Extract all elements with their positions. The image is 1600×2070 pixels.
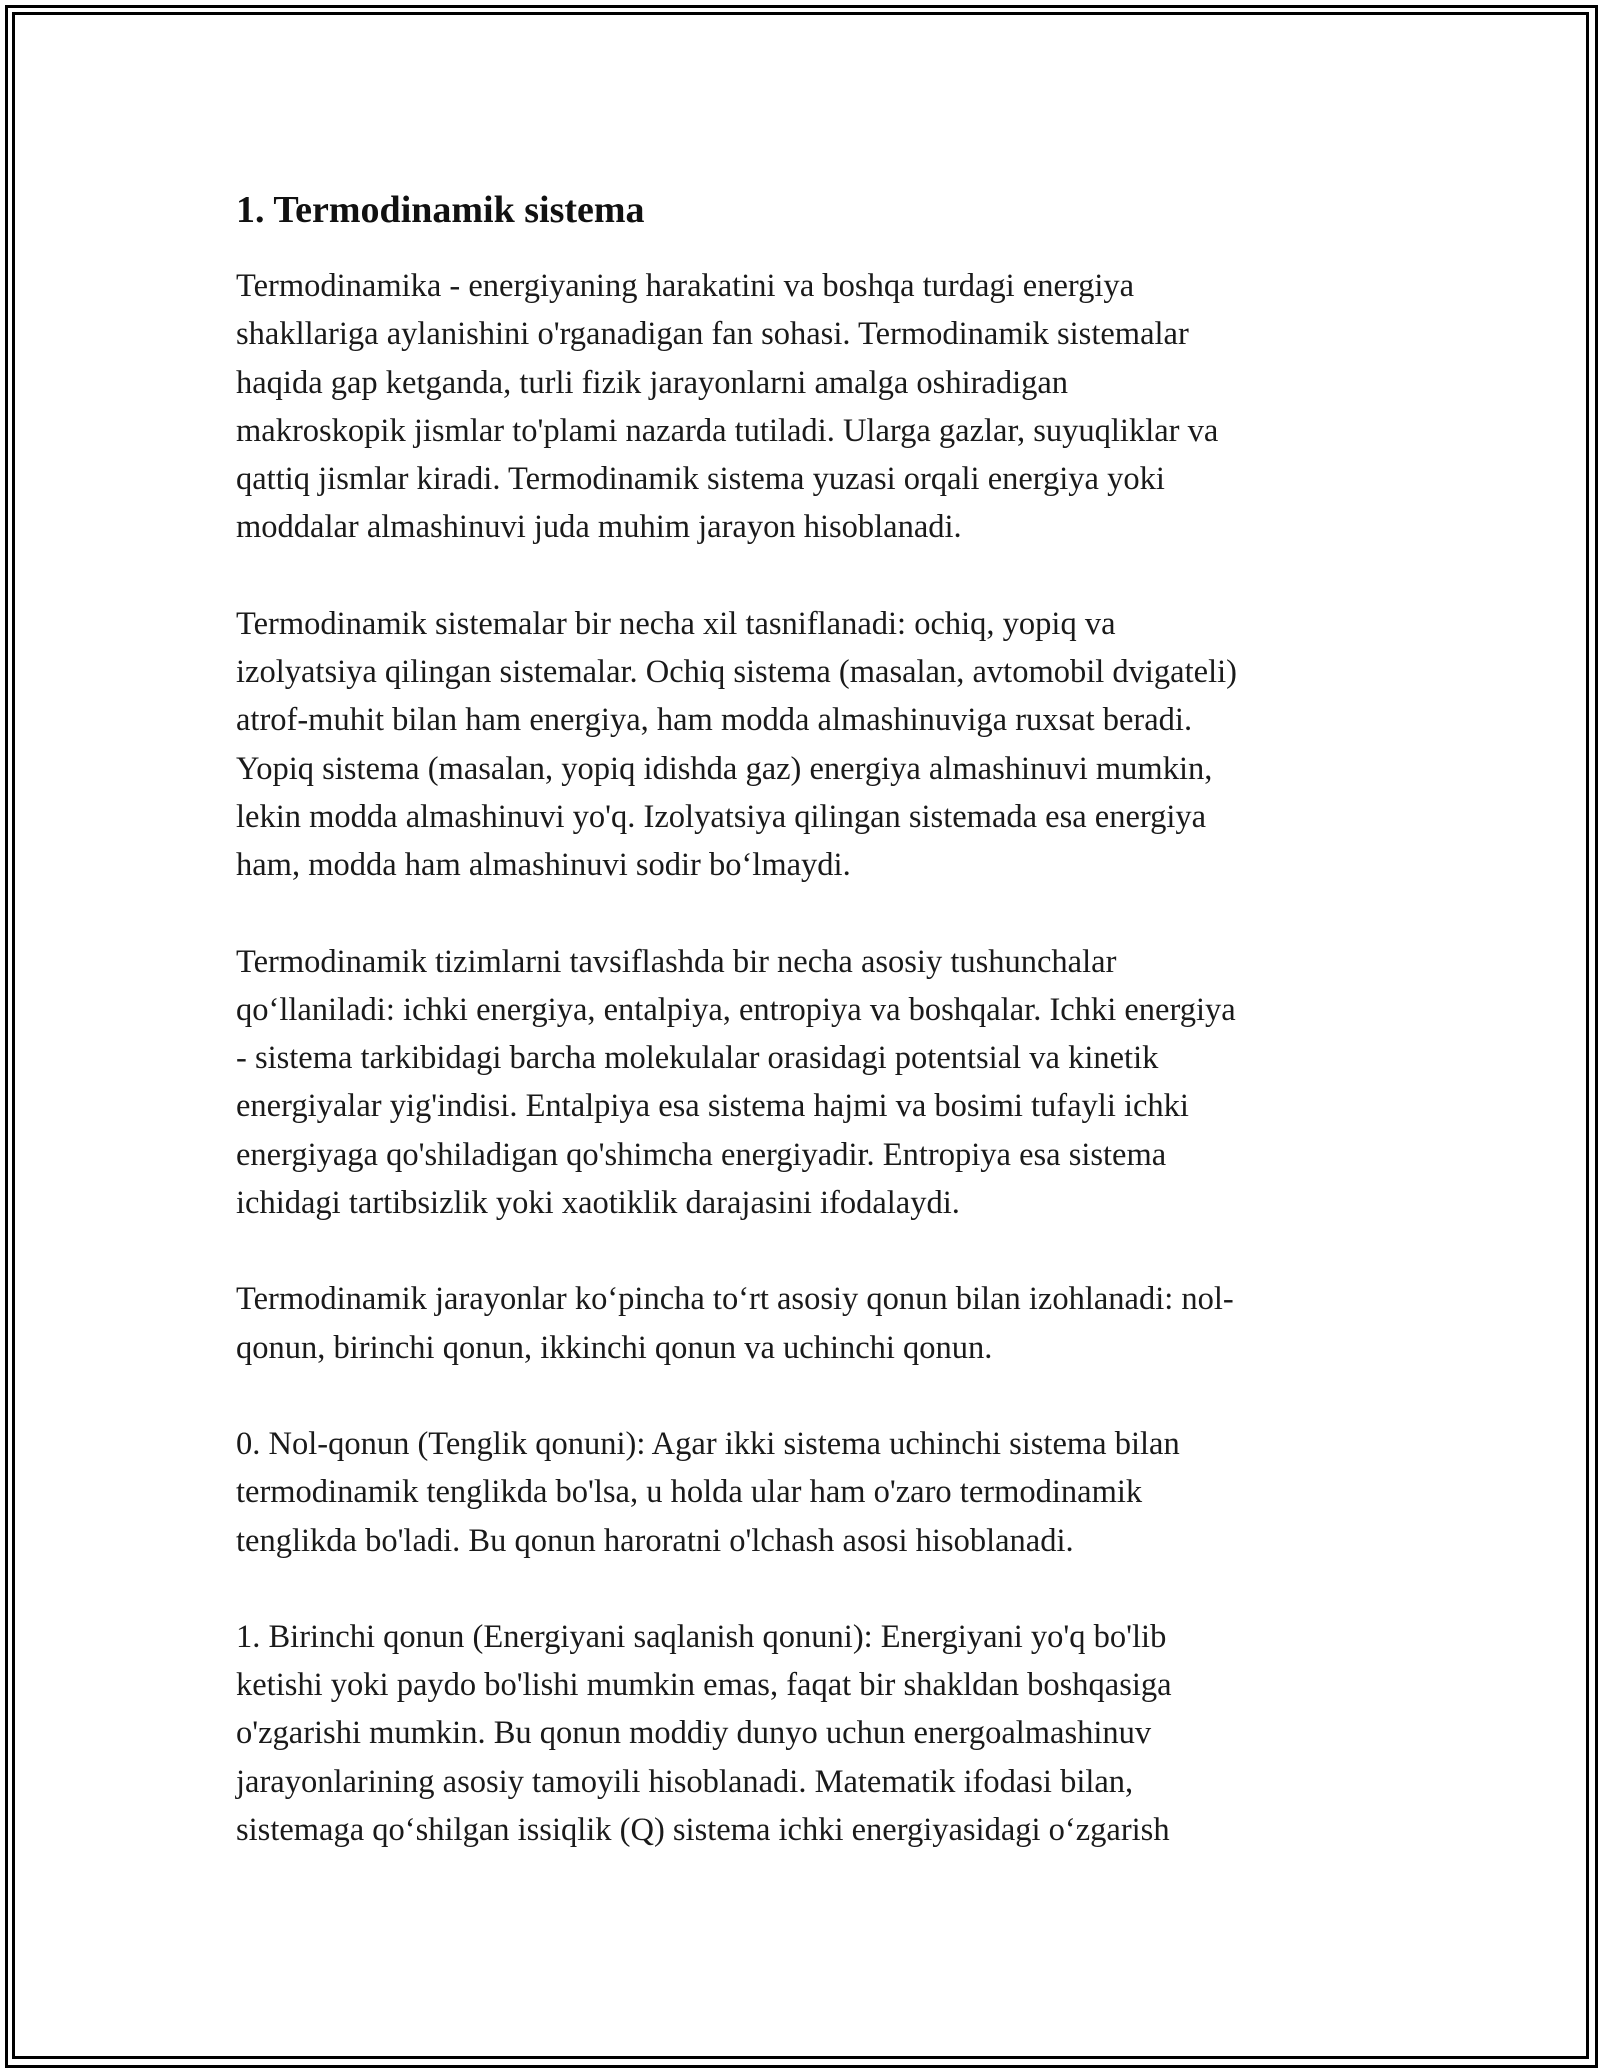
text-line: izolyatsiya qilingan sistemalar. Ochiq sistema (masalan, avtomobil dvigateli): [236, 654, 1237, 691]
text-line: makroskopik jismlar to'plami nazarda tutiladi. Ularga gazlar, suyuqliklar va: [236, 412, 1219, 449]
text-line: atrof-muhit bilan ham energiya, ham modda almashinuviga ruxsat beradi.: [236, 702, 1193, 739]
paragraph-concepts: [236, 938, 1376, 1228]
paragraph-first-law: [236, 1613, 1376, 1854]
text-line: Termodinamik jarayonlar ko‘pincha to‘rt asosiy qonun bilan izohlanadi: nol-: [236, 1281, 1234, 1318]
text-line: Termodinamik tizimlarni tavsiflashda bir necha asosiy tushunchalar: [236, 943, 1117, 980]
text-line: sistemaga qo‘shilgan issiqlik (Q) sistema ichki energiyasidagi o‘zgarish: [236, 1812, 1170, 1849]
text-line: shakllariga aylanishini o'rganadigan fan sohasi. Termodinamik sistemalar: [236, 316, 1189, 353]
text-line: Yopiq sistema (masalan, yopiq idishda gaz) energiya almashinuvi mumkin,: [236, 750, 1213, 787]
paragraph-definition: [236, 262, 1376, 552]
text-line: energiyalar yig'indisi. Entalpiya esa sistema hajmi va bosimi tufayli ichki: [236, 1088, 1189, 1125]
text-line: o'zgarishi mumkin. Bu qonun moddiy dunyo uchun energoalmashinuv: [236, 1715, 1152, 1752]
text-line: tenglikda bo'ladi. Bu qonun haroratni o'lchash asosi hisoblanadi.: [236, 1522, 1074, 1559]
text-line: ichidagi tartibsizlik yoki xaotiklik darajasini ifodalaydi.: [236, 1185, 960, 1222]
section-heading: 1. Termodinamik sistema: [236, 189, 645, 231]
paragraph-laws-intro: [236, 1275, 1376, 1372]
text-line: termodinamik tenglikda bo'lsa, u holda ular ham o'zaro termodinamik: [236, 1474, 1143, 1511]
text-line: Termodinamika - energiyaning harakatini va boshqa turdagi energiya: [236, 268, 1135, 304]
text-line: qo‘llaniladi: ichki energiya, entalpiya, entropiya va boshqalar. Ichki energiya: [236, 991, 1236, 1028]
text-line: moddalar almashinuvi juda muhim jarayon hisoblanadi.: [236, 509, 962, 546]
text-line: 0. Nol-qonun (Tenglik qonuni): Agar ikki sistema uchinchi sistema bilan: [236, 1425, 1180, 1462]
text-line: energiyaga qo'shiladigan qo'shimcha energiyadir. Entropiya esa sistema: [236, 1136, 1167, 1173]
text-line: Termodinamik sistemalar bir necha xil tasniflanadi: ochiq, yopiq va: [236, 605, 1116, 642]
text-line: lekin modda almashinuvi yo'q. Izolyatsiya qilingan sistemada esa energiya: [236, 798, 1207, 835]
text-line: ketishi yoki paydo bo'lishi mumkin emas, faqat bir shakldan boshqasiga: [236, 1667, 1172, 1704]
text-line: qonun, birinchi qonun, ikkinchi qonun va uchinchi qonun.: [236, 1329, 993, 1366]
paragraph-classification: [236, 600, 1376, 890]
document-body: [236, 186, 1376, 1902]
text-line: - sistema tarkibidagi barcha molekulalar orasidagi potentsial va kinetik: [236, 1040, 1159, 1077]
paragraph-zeroth-law: [236, 1420, 1376, 1565]
text-line: ham, modda ham almashinuvi sodir bo‘lmaydi.: [236, 847, 851, 884]
text-line: qattiq jismlar kiradi. Termodinamik sistema yuzasi orqali energiya yoki: [236, 461, 1165, 498]
text-line: haqida gap ketganda, turli fizik jarayonlarni amalga oshiradigan: [236, 364, 1069, 401]
text-line: jarayonlarining asosiy tamoyili hisoblanadi. Matematik ifodasi bilan,: [236, 1763, 1134, 1800]
text-line: 1. Birinchi qonun (Energiyani saqlanish qonuni): Energiyani yo'q bo'lib: [236, 1618, 1167, 1655]
